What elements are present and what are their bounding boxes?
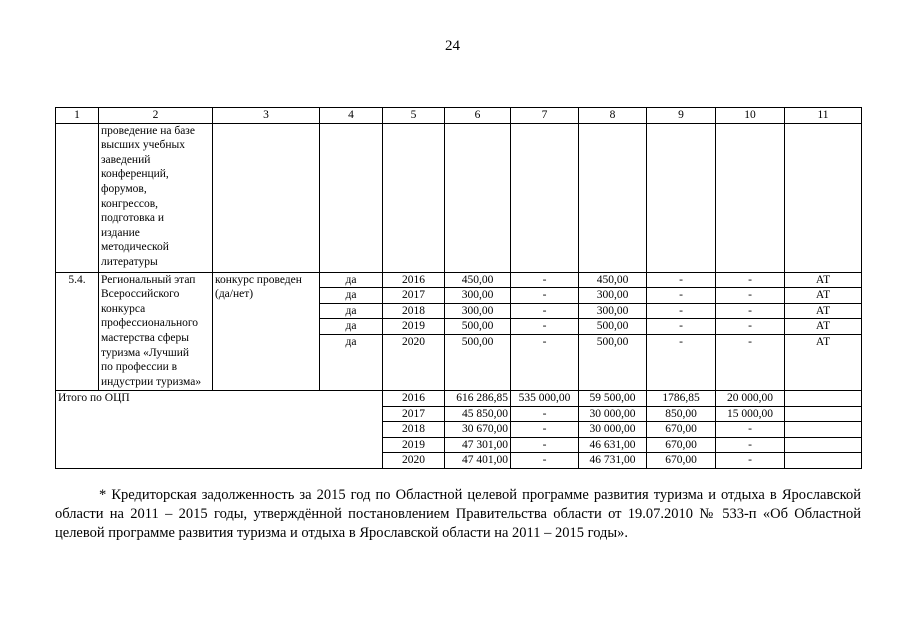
value-cell: 850,00 — [647, 406, 716, 422]
header-cell: 5 — [383, 108, 445, 124]
header-cell: 1 — [56, 108, 99, 124]
value-cell: - — [511, 334, 579, 390]
value-cell: - — [511, 437, 579, 453]
total-cell: 30 670,00 — [445, 422, 511, 438]
total-cell: 500,00 — [445, 334, 511, 390]
year-cell: 2018 — [383, 303, 445, 319]
header-cell: 10 — [716, 108, 785, 124]
footnote — [55, 486, 861, 543]
total-cell: 47 401,00 — [445, 453, 511, 469]
year-cell: 2017 — [383, 406, 445, 422]
value-cell: 30 000,00 — [579, 422, 647, 438]
year-cell: 2016 — [383, 390, 445, 406]
year-cell: 2018 — [383, 422, 445, 438]
value-cell: - — [647, 303, 716, 319]
value-cell: - — [716, 334, 785, 390]
header-cell: 6 — [445, 108, 511, 124]
value-cell: 670,00 — [647, 453, 716, 469]
executor-cell: АТ — [785, 303, 862, 319]
header-row — [56, 108, 862, 124]
total-cell: 300,00 — [445, 288, 511, 304]
value-cell: - — [716, 422, 785, 438]
value-cell: - — [647, 334, 716, 390]
program-table — [55, 107, 862, 469]
indicator-value: да — [320, 319, 383, 335]
indicator-value: да — [320, 303, 383, 319]
header-cell: 2 — [99, 108, 213, 124]
value-cell: - — [716, 453, 785, 469]
indicator-value: да — [320, 272, 383, 288]
header-cell: 3 — [213, 108, 320, 124]
total-cell: 450,00 — [445, 272, 511, 288]
header-cell: 7 — [511, 108, 579, 124]
value-cell: 300,00 — [579, 288, 647, 304]
value-cell: - — [647, 272, 716, 288]
executor-cell: АТ — [785, 334, 862, 390]
year-cell: 2017 — [383, 288, 445, 304]
value-cell: - — [511, 288, 579, 304]
header-cell: 11 — [785, 108, 862, 124]
total-cell: 47 301,00 — [445, 437, 511, 453]
value-cell: - — [716, 272, 785, 288]
year-cell: 2019 — [383, 437, 445, 453]
totals-label: Итого по ОЦП — [56, 390, 383, 468]
header-cell: 9 — [647, 108, 716, 124]
header-cell: 8 — [579, 108, 647, 124]
value-cell: 59 500,00 — [579, 390, 647, 406]
footnote-text: * Кредиторская задолженность за 2015 год по Областной целевой программе развития туризма и отдыха в Ярославской области на 2011 – 2015 годы, утверждённой постановлением Правительства области от 19.07.2010 № 533-п «Об Областной целевой программе развития туризма и отдыха в Ярославской области на 2011 – 2015 годы». — [55, 487, 861, 541]
value-cell: 20 000,00 — [716, 390, 785, 406]
item-indicator: конкурс проведен (да/нет) — [213, 272, 320, 390]
continuation-row — [56, 123, 862, 272]
total-cell: 300,00 — [445, 303, 511, 319]
value-cell: - — [511, 272, 579, 288]
value-cell: 46 731,00 — [579, 453, 647, 469]
value-cell: 670,00 — [647, 422, 716, 438]
year-cell: 2020 — [383, 334, 445, 390]
value-cell: 30 000,00 — [579, 406, 647, 422]
value-cell: 535 000,00 — [511, 390, 579, 406]
year-cell: 2020 — [383, 453, 445, 469]
value-cell: - — [647, 288, 716, 304]
value-cell: 300,00 — [579, 303, 647, 319]
year-cell: 2016 — [383, 272, 445, 288]
value-cell: 500,00 — [579, 334, 647, 390]
item-name: Региональный этап Всероссийского конкурса профессионального мастерства сферы туризма «Лучший по профессии в индустрии туризма» — [99, 272, 213, 390]
value-cell: 670,00 — [647, 437, 716, 453]
total-cell: 45 850,00 — [445, 406, 511, 422]
year-cell: 2019 — [383, 319, 445, 335]
value-cell: - — [716, 303, 785, 319]
indicator-value: да — [320, 288, 383, 304]
value-cell: - — [716, 319, 785, 335]
total-cell: 616 286,85 — [445, 390, 511, 406]
total-cell: 500,00 — [445, 319, 511, 335]
value-cell: 500,00 — [579, 319, 647, 335]
value-cell: - — [511, 303, 579, 319]
value-cell: 15 000,00 — [716, 406, 785, 422]
executor-cell: АТ — [785, 319, 862, 335]
value-cell: - — [716, 437, 785, 453]
totals-row-2016 — [56, 390, 862, 406]
header-cell: 4 — [320, 108, 383, 124]
executor-cell: АТ — [785, 288, 862, 304]
value-cell: - — [511, 319, 579, 335]
value-cell: 450,00 — [579, 272, 647, 288]
item-number: 5.4. — [56, 272, 99, 390]
indicator-value: да — [320, 334, 383, 390]
value-cell: - — [511, 422, 579, 438]
value-cell: 1786,85 — [647, 390, 716, 406]
page-number: 24 — [445, 38, 460, 54]
continuation-text: проведение на базе высших учебных заведений конференций, форумов, конгрессов, подготовка и издание методической литературы — [99, 123, 213, 272]
value-cell: - — [716, 288, 785, 304]
item-row-2016 — [56, 272, 862, 288]
executor-cell: АТ — [785, 272, 862, 288]
value-cell: - — [511, 453, 579, 469]
value-cell: 46 631,00 — [579, 437, 647, 453]
value-cell: - — [511, 406, 579, 422]
value-cell: - — [647, 319, 716, 335]
